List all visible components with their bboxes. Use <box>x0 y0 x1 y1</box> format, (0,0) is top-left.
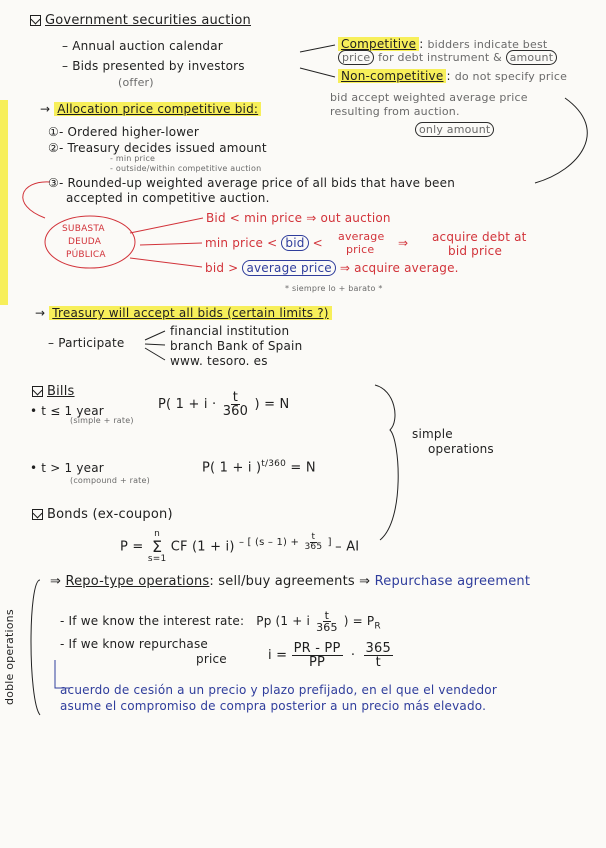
rule-2-right-2: bid price <box>448 244 503 258</box>
subasta-label-3: PÚBLICA <box>66 250 106 260</box>
item-bids: – Bids presented by investors <box>62 59 245 73</box>
checkbox-icon <box>30 15 41 26</box>
red-branch-3 <box>130 258 202 267</box>
noncompetitive-row-2: bid accept weighted average price <box>330 91 528 104</box>
arrow-p3 <box>145 348 165 360</box>
allocation-step-3b: accepted in competitive auction. <box>66 191 270 205</box>
red-branch-1 <box>130 218 203 233</box>
noncompetitive-row: Non-competitive : do not specify price <box>338 70 567 82</box>
bills-formula-1: P( 1 + i · $\frac{t}{360}$ ) = N <box>158 390 290 419</box>
arrow-competitive <box>300 45 335 52</box>
participate-2: branch Bank of Spain <box>170 339 303 353</box>
rule-2-mid-2: price <box>346 243 375 256</box>
repo-title: ⇒ Repo-type operations: sell/buy agreements ⇒ Repurchase agreement <box>50 574 531 589</box>
arrow-p2 <box>145 344 165 345</box>
item-bids-note: (offer) <box>118 76 154 89</box>
rule-2-left: min price < bid < <box>205 236 323 250</box>
bills-case-2: • t > 1 year <box>30 461 104 475</box>
red-branch-2 <box>140 243 202 245</box>
treasury-title: → Treasury will accept all bids (certain limits ?) <box>35 307 332 319</box>
allocation-note: * siempre lo + barato * <box>285 284 383 293</box>
arrow-p1 <box>145 331 165 340</box>
repo-left-bracket <box>31 580 40 715</box>
noncompetitive-row-3: resulting from auction. <box>330 105 460 118</box>
fraction: $\frac{t}{365}$ <box>304 531 323 552</box>
subasta-label-1: SUBASTA <box>62 224 105 234</box>
curve-only-amount <box>535 98 587 183</box>
allocation-step-2: ②- Treasury decides issued amount <box>48 141 267 155</box>
fraction: $\frac{365}{t}$ <box>365 641 391 670</box>
repo-formula-2: i = $\frac{PR - PP}{PP}$ · $\frac{365}{t}$ <box>268 641 391 670</box>
section-title: Government securities auction <box>30 14 251 27</box>
bills-case-1-note: (simple + rate) <box>70 416 134 425</box>
allocation-sub-2: - outside/within competitive auction <box>110 164 262 173</box>
arrow-noncompetitive <box>300 68 335 77</box>
checkbox-icon <box>32 386 43 397</box>
bills-formula-2: P( 1 + i )$^{t/360}$ = N <box>202 459 316 476</box>
fraction: $\frac{t}{365}$ <box>316 609 338 634</box>
repo-note-2: asume el compromiso de compra posterior a un precio más elevado. <box>60 699 487 713</box>
competitive-row: Competitive : bidders indicate best <box>338 38 547 50</box>
allocation-title: → Allocation price competitive bid: <box>40 103 261 115</box>
repo-note-1: acuerdo de cesión a un precio y plazo prefijado, en el que el vendedor <box>60 683 497 697</box>
only-amount: only amount <box>415 124 494 135</box>
simple-ops-2: operations <box>428 442 494 456</box>
participate-label: – Participate <box>48 336 125 350</box>
competitive-row-2: price for debt instrument & amount <box>338 52 557 63</box>
allocation-sub-1: - min price <box>110 154 156 163</box>
allocation-step-3: ③- Rounded-up weighted average price of all bids that have been <box>48 176 456 190</box>
repo-line-1: - If we know the interest rate: Pp (1 + i $\frac{t}{365}$ ) = $P_R$ <box>60 609 381 634</box>
bonds-formula: P = n Σ s=1 CF (1 + i) $^{- [ (s - 1) + \frac{t}{365} ]}$ – AI <box>120 529 360 564</box>
repo-line-2b: price <box>196 652 227 666</box>
participate-1: financial institution <box>170 324 290 338</box>
red-loop <box>23 182 50 218</box>
rule-1: Bid < min price ⇒ out auction <box>206 211 391 225</box>
rule-2-right: acquire debt at <box>432 230 527 244</box>
repo-side-label: doble operations <box>3 609 16 705</box>
fraction: $\frac{t}{360}$ <box>222 390 249 419</box>
bills-case-2-note: (compound + rate) <box>70 476 150 485</box>
simple-ops-brace <box>375 385 398 540</box>
rule-2-mid: average <box>338 230 385 243</box>
simple-ops-1: simple <box>412 427 453 441</box>
item-calendar: – Annual auction calendar <box>62 39 223 53</box>
checkbox-icon <box>32 509 43 520</box>
fraction: $\frac{PR - PP}{PP}$ <box>293 641 341 670</box>
rule-2-arrow: ⇒ <box>398 236 409 250</box>
bills-title: Bills <box>32 385 75 398</box>
rule-3: bid > average price ⇒ acquire average. <box>205 261 459 275</box>
bonds-title: Bonds (ex-coupon) <box>32 508 173 521</box>
repo-line-2: - If we know repurchase <box>60 637 208 651</box>
participate-3: www. tesoro. es <box>170 354 268 368</box>
allocation-step-1: ①- Ordered higher-lower <box>48 125 200 139</box>
bills-case-1: • t ≤ 1 year <box>30 404 104 418</box>
subasta-label-2: DEUDA <box>68 237 102 247</box>
